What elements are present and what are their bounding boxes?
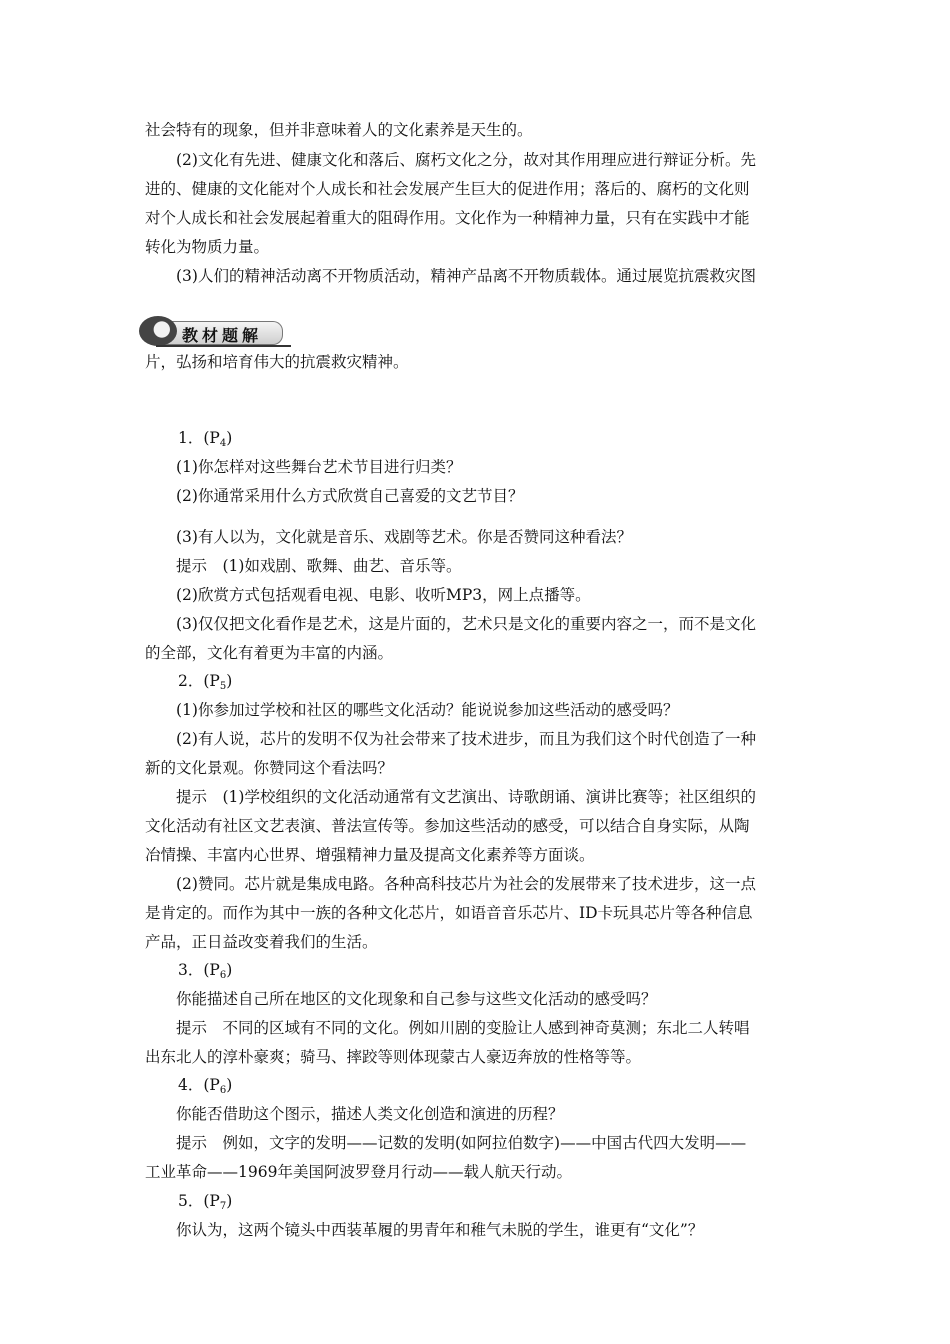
hint-line: 提示 不同的区域有不同的文化。例如川剧的变脸让人感到神奇莫测；东北二人转唱 xyxy=(176,1019,750,1037)
hint-line: 的全部，文化有着更为丰富的内涵。 xyxy=(145,644,394,662)
question-line: (3)有人以为，文化就是音乐、戏剧等艺术。你是否赞同这种看法？ xyxy=(176,528,632,546)
hint-line: (2)欣赏方式包括观看电视、电影、收听MP3，网上点播等。 xyxy=(176,586,591,604)
page-subscript: 6 xyxy=(219,1085,227,1096)
question-label-close: ) xyxy=(226,1192,233,1210)
question-label-close: ) xyxy=(226,961,233,979)
question-line: 新的文化景观。你赞同这个看法吗？ xyxy=(145,759,394,777)
paragraph-line: 对个人成长和社会发展起着重大的阻碍作用。文化作为一种精神力量，只有在实践中才能 xyxy=(145,209,750,227)
question-label-close: ) xyxy=(226,1076,233,1094)
page-subscript: 6 xyxy=(219,970,227,981)
section-title: 教材题解 xyxy=(182,326,263,345)
question-line: (2)你通常采用什么方式欣赏自己喜爱的文艺节目？ xyxy=(176,487,524,505)
question-label-close: ) xyxy=(226,672,233,690)
banner-underline xyxy=(156,345,291,347)
hint-line: (2)赞同。芯片就是集成电路。各种高科技芯片为社会的发展带来了技术进步，这一点 xyxy=(176,875,756,893)
page-subscript: 4 xyxy=(219,438,227,449)
paragraph-line: (3)人们的精神活动离不开物质活动，精神产品离不开物质载体。通过展览抗震救灾图 xyxy=(176,267,756,285)
question-number xyxy=(178,428,232,454)
hint-line: 提示 (1)学校组织的文化活动通常有文艺演出、诗歌朗诵、演讲比赛等；社区组织的 xyxy=(176,788,756,806)
question-line: 你认为，这两个镜头中西装革履的男青年和稚气未脱的学生，谁更有“文化”？ xyxy=(176,1221,704,1239)
question-line: (1)你怎样对这些舞台艺术节目进行归类？ xyxy=(176,458,462,476)
question-label: 4．(P xyxy=(178,1076,220,1094)
paragraph-line: 片，弘扬和培育伟大的抗震救灾精神。 xyxy=(145,353,409,371)
question-label: 2．(P xyxy=(178,672,220,690)
question-number xyxy=(178,671,232,697)
paragraph-line: (2)文化有先进、健康文化和落后、腐朽文化之分，故对其作用理应进行辩证分析。先 xyxy=(176,151,756,169)
question-line: 你能描述自己所在地区的文化现象和自己参与这些文化活动的感受吗？ xyxy=(176,990,657,1008)
question-line: 你能否借助这个图示，描述人类文化创造和演进的历程？ xyxy=(176,1105,564,1123)
question-line: (1)你参加过学校和社区的哪些文化活动？能说说参加这些活动的感受吗？ xyxy=(176,701,679,719)
page-subscript: 7 xyxy=(219,1201,227,1212)
hint-line: 文化活动有社区文艺表演、普法宣传等。参加这些活动的感受，可以结合自身实际，从陶 xyxy=(145,817,750,835)
circle-icon xyxy=(139,316,177,346)
question-label: 1．(P xyxy=(178,429,220,447)
hint-line: 出东北人的淳朴豪爽；骑马、摔跤等则体现蒙古人豪迈奔放的性格等等。 xyxy=(145,1048,642,1066)
section-banner xyxy=(136,314,296,348)
hint-line: 冶情操、丰富内心世界、增强精神力量及提高文化素养等方面谈。 xyxy=(145,846,595,864)
question-label-close: ) xyxy=(226,429,233,447)
page-subscript: 5 xyxy=(219,681,227,692)
hint-line: (3)仅仅把文化看作是艺术，这是片面的，艺术只是文化的重要内容之一，而不是文化 xyxy=(176,615,756,633)
paragraph-line: 转化为物质力量。 xyxy=(145,238,270,256)
hint-line: 工业革命——1969年美国阿波罗登月行动——载人航天行动。 xyxy=(145,1163,572,1181)
paragraph-line: 进的、健康的文化能对个人成长和社会发展产生巨大的促进作用；落后的、腐朽的文化则 xyxy=(145,180,750,198)
question-line: (2)有人说，芯片的发明不仅为社会带来了技术进步，而且为我们这个时代创造了一种 xyxy=(176,730,756,748)
hint-line: 提示 (1)如戏剧、歌舞、曲艺、音乐等。 xyxy=(176,557,462,575)
question-number xyxy=(178,1075,232,1101)
question-number xyxy=(178,1191,232,1217)
question-label: 5．(P xyxy=(178,1192,220,1210)
paragraph-line: 社会特有的现象，但并非意味着人的文化素养是天生的。 xyxy=(145,121,533,139)
hint-line: 是肯定的。而作为其中一族的各种文化芯片，如语音音乐芯片、ID卡玩具芯片等各种信息 xyxy=(145,904,753,922)
question-label: 3．(P xyxy=(178,961,220,979)
hint-line: 提示 例如，文字的发明——记数的发明(如阿拉伯数字)——中国古代四大发明—— xyxy=(176,1134,747,1152)
question-number xyxy=(178,960,232,986)
hint-line: 产品，正日益改变着我们的生活。 xyxy=(145,933,378,951)
